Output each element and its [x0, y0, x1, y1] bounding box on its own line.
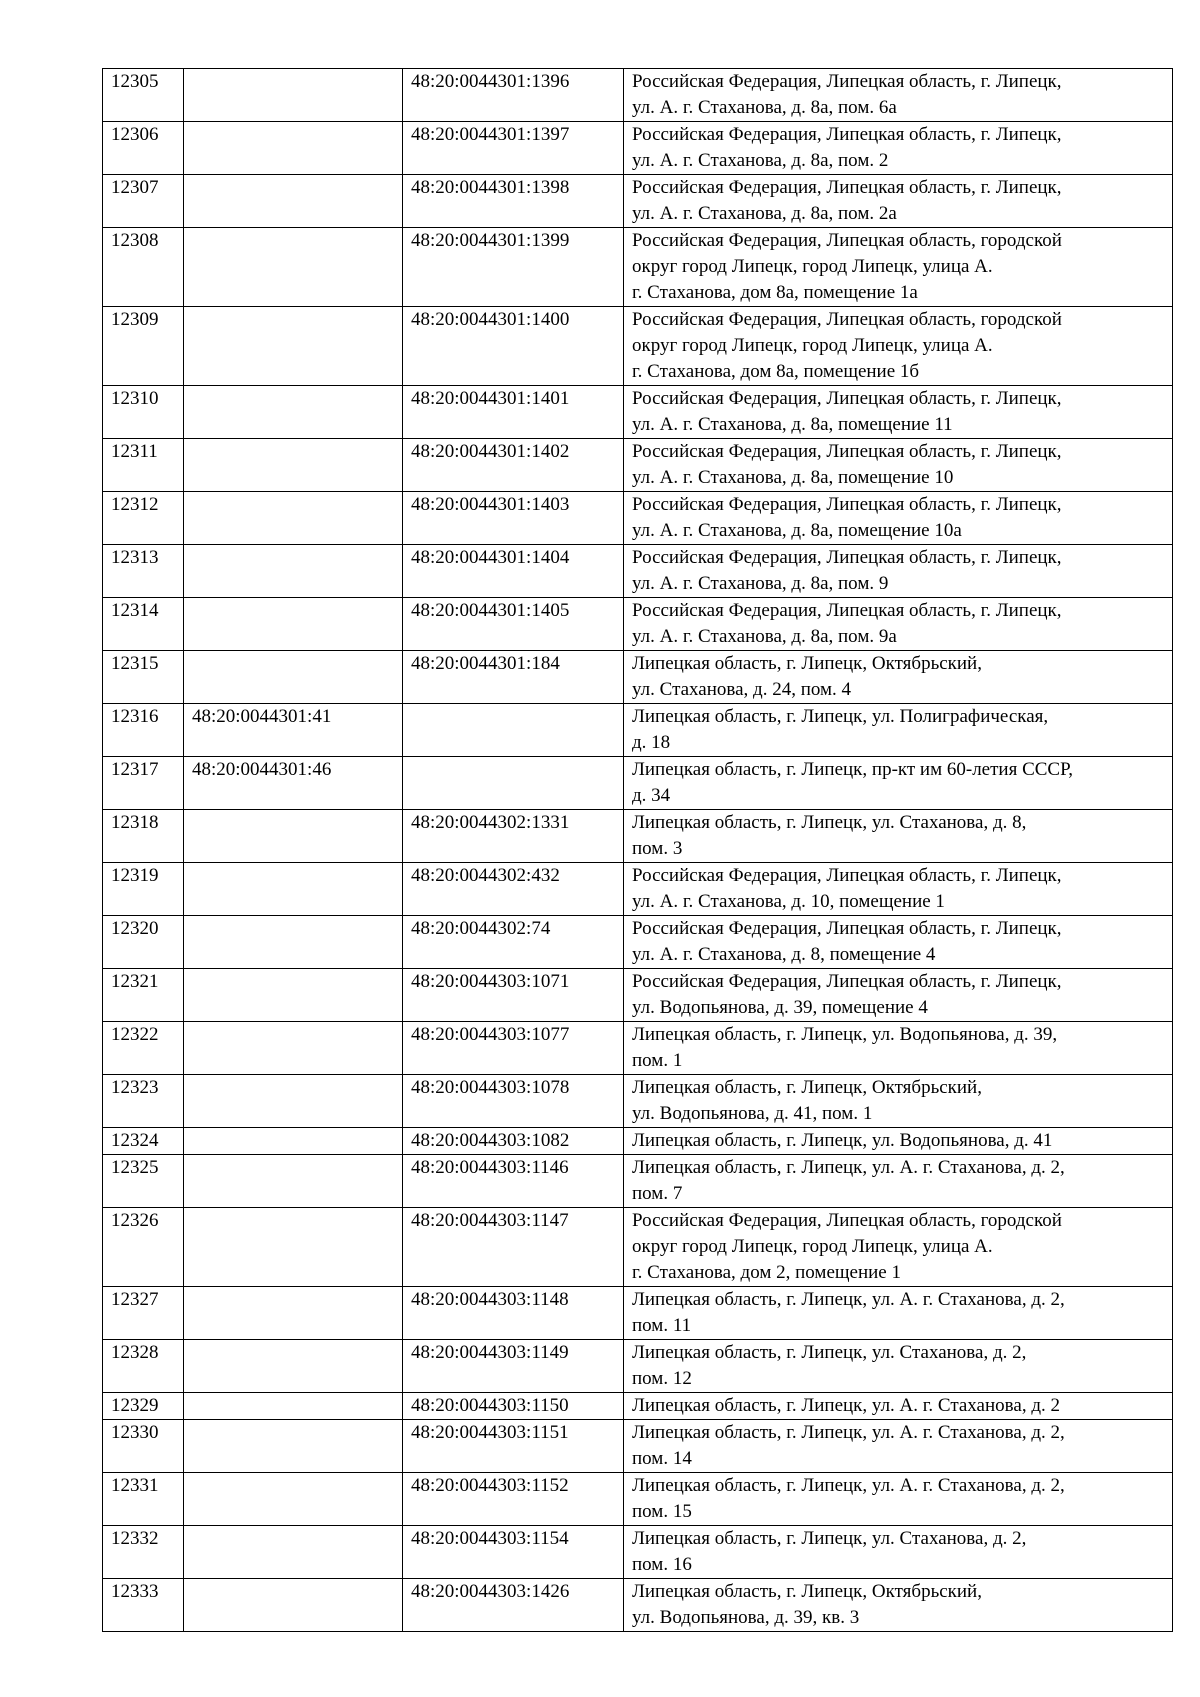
- object-number-cell: 48:20:0044301:1397: [403, 122, 624, 175]
- object-number-cell: 48:20:0044302:74: [403, 916, 624, 969]
- table-row: [103, 704, 1173, 757]
- object-number-cell: 48:20:0044301:1403: [403, 492, 624, 545]
- table-row: [103, 863, 1173, 916]
- row-number-cell: 12326: [103, 1208, 184, 1287]
- address-cell: Российская Федерация, Липецкая область, г. Липецк, ул. А. г. Стаханова, д. 8а, пом. 6а: [624, 69, 1173, 122]
- table-row: [103, 386, 1173, 439]
- parcel-number-cell: [184, 386, 403, 439]
- address-cell: Российская Федерация, Липецкая область, г. Липецк, ул. А. г. Стаханова, д. 8, помещение 4: [624, 916, 1173, 969]
- table-row: [103, 1579, 1173, 1632]
- object-number-cell: 48:20:0044303:1150: [403, 1393, 624, 1420]
- address-cell: Российская Федерация, Липецкая область, г. Липецк, ул. А. г. Стаханова, д. 8а, помещение 10: [624, 439, 1173, 492]
- table-row: [103, 307, 1173, 386]
- parcel-number-cell: [184, 1287, 403, 1340]
- row-number-cell: 12331: [103, 1473, 184, 1526]
- row-number-cell: 12318: [103, 810, 184, 863]
- row-number-cell: 12320: [103, 916, 184, 969]
- parcel-number-cell: [184, 492, 403, 545]
- address-cell: Российская Федерация, Липецкая область, городской округ город Липецк, город Липецк, улица А. г. Стаханова, дом 2, помещение 1: [624, 1208, 1173, 1287]
- address-cell: Российская Федерация, Липецкая область, городской округ город Липецк, город Липецк, улица А. г. Стаханова, дом 8а, помещение 1б: [624, 307, 1173, 386]
- object-number-cell: 48:20:0044303:1077: [403, 1022, 624, 1075]
- address-cell: Российская Федерация, Липецкая область, г. Липецк, ул. А. г. Стаханова, д. 8а, пом. 9а: [624, 598, 1173, 651]
- table-row: [103, 1526, 1173, 1579]
- parcel-number-cell: [184, 1128, 403, 1155]
- parcel-number-cell: [184, 916, 403, 969]
- parcel-number-cell: [184, 1526, 403, 1579]
- table-row: [103, 1128, 1173, 1155]
- address-cell: Российская Федерация, Липецкая область, г. Липецк, ул. А. г. Стаханова, д. 8а, пом. 2а: [624, 175, 1173, 228]
- object-number-cell: 48:20:0044303:1146: [403, 1155, 624, 1208]
- row-number-cell: 12325: [103, 1155, 184, 1208]
- object-number-cell: [403, 704, 624, 757]
- address-cell: Липецкая область, г. Липецк, ул. Стаханова, д. 2, пом. 16: [624, 1526, 1173, 1579]
- address-cell: Липецкая область, г. Липецк, ул. Стаханова, д. 2, пом. 12: [624, 1340, 1173, 1393]
- object-number-cell: 48:20:0044301:1400: [403, 307, 624, 386]
- parcel-number-cell: [184, 69, 403, 122]
- row-number-cell: 12316: [103, 704, 184, 757]
- parcel-number-cell: [184, 228, 403, 307]
- row-number-cell: 12308: [103, 228, 184, 307]
- object-number-cell: 48:20:0044301:1396: [403, 69, 624, 122]
- object-number-cell: 48:20:0044303:1082: [403, 1128, 624, 1155]
- parcel-number-cell: [184, 1075, 403, 1128]
- row-number-cell: 12321: [103, 969, 184, 1022]
- address-cell: Липецкая область, г. Липецк, Октябрьский, ул. Стаханова, д. 24, пом. 4: [624, 651, 1173, 704]
- row-number-cell: 12317: [103, 757, 184, 810]
- table-row: [103, 1208, 1173, 1287]
- row-number-cell: 12323: [103, 1075, 184, 1128]
- row-number-cell: 12306: [103, 122, 184, 175]
- address-cell: Российская Федерация, Липецкая область, городской округ город Липецк, город Липецк, улица А. г. Стаханова, дом 8а, помещение 1а: [624, 228, 1173, 307]
- address-cell: Липецкая область, г. Липецк, ул. Полиграфическая, д. 18: [624, 704, 1173, 757]
- address-cell: Российская Федерация, Липецкая область, г. Липецк, ул. Водопьянова, д. 39, помещение 4: [624, 969, 1173, 1022]
- parcel-number-cell: [184, 1022, 403, 1075]
- table-row: [103, 545, 1173, 598]
- parcel-number-cell: [184, 1579, 403, 1632]
- table-row: [103, 492, 1173, 545]
- object-number-cell: 48:20:0044303:1148: [403, 1287, 624, 1340]
- address-cell: Российская Федерация, Липецкая область, г. Липецк, ул. А. г. Стаханова, д. 8а, пом. 9: [624, 545, 1173, 598]
- object-number-cell: 48:20:0044303:1078: [403, 1075, 624, 1128]
- row-number-cell: 12310: [103, 386, 184, 439]
- table-row: [103, 916, 1173, 969]
- table-row: [103, 69, 1173, 122]
- parcel-number-cell: [184, 1420, 403, 1473]
- object-number-cell: 48:20:0044303:1426: [403, 1579, 624, 1632]
- parcel-number-cell: 48:20:0044301:46: [184, 757, 403, 810]
- object-number-cell: 48:20:0044303:1149: [403, 1340, 624, 1393]
- object-number-cell: 48:20:0044301:1401: [403, 386, 624, 439]
- address-cell: Липецкая область, г. Липецк, Октябрьский, ул. Водопьянова, д. 39, кв. 3: [624, 1579, 1173, 1632]
- table-row: [103, 1022, 1173, 1075]
- table-row: [103, 598, 1173, 651]
- object-number-cell: 48:20:0044301:1404: [403, 545, 624, 598]
- address-cell: Липецкая область, г. Липецк, ул. А. г. Стаханова, д. 2, пом. 11: [624, 1287, 1173, 1340]
- row-number-cell: 12330: [103, 1420, 184, 1473]
- object-number-cell: 48:20:0044303:1152: [403, 1473, 624, 1526]
- row-number-cell: 12307: [103, 175, 184, 228]
- row-number-cell: 12312: [103, 492, 184, 545]
- address-cell: Липецкая область, г. Липецк, ул. Водопьянова, д. 41: [624, 1128, 1173, 1155]
- parcel-number-cell: [184, 651, 403, 704]
- address-cell: Липецкая область, г. Липецк, ул. Водопьянова, д. 39, пом. 1: [624, 1022, 1173, 1075]
- row-number-cell: 12315: [103, 651, 184, 704]
- row-number-cell: 12319: [103, 863, 184, 916]
- address-cell: Российская Федерация, Липецкая область, г. Липецк, ул. А. г. Стаханова, д. 10, помещение 1: [624, 863, 1173, 916]
- parcel-number-cell: [184, 1393, 403, 1420]
- address-cell: Липецкая область, г. Липецк, ул. А. г. Стаханова, д. 2: [624, 1393, 1173, 1420]
- table-row: [103, 1287, 1173, 1340]
- parcel-number-cell: [184, 969, 403, 1022]
- parcel-number-cell: [184, 598, 403, 651]
- object-number-cell: 48:20:0044301:1402: [403, 439, 624, 492]
- address-cell: Липецкая область, г. Липецк, ул. А. г. Стаханова, д. 2, пом. 14: [624, 1420, 1173, 1473]
- row-number-cell: 12313: [103, 545, 184, 598]
- address-cell: Липецкая область, г. Липецк, ул. Стаханова, д. 8, пом. 3: [624, 810, 1173, 863]
- row-number-cell: 12305: [103, 69, 184, 122]
- object-number-cell: 48:20:0044303:1154: [403, 1526, 624, 1579]
- table-row: [103, 651, 1173, 704]
- table-row: [103, 122, 1173, 175]
- table-row: [103, 175, 1173, 228]
- address-cell: Российская Федерация, Липецкая область, г. Липецк, ул. А. г. Стаханова, д. 8а, помещение 10а: [624, 492, 1173, 545]
- object-number-cell: 48:20:0044303:1151: [403, 1420, 624, 1473]
- parcel-number-cell: [184, 439, 403, 492]
- address-cell: Липецкая область, г. Липецк, ул. А. г. Стаханова, д. 2, пом. 15: [624, 1473, 1173, 1526]
- table-row: [103, 1075, 1173, 1128]
- object-number-cell: 48:20:0044301:1405: [403, 598, 624, 651]
- document-page: [102, 68, 1172, 1632]
- registry-table-body: [103, 69, 1173, 1632]
- table-row: [103, 757, 1173, 810]
- row-number-cell: 12332: [103, 1526, 184, 1579]
- table-row: [103, 969, 1173, 1022]
- row-number-cell: 12328: [103, 1340, 184, 1393]
- parcel-number-cell: [184, 863, 403, 916]
- address-cell: Российская Федерация, Липецкая область, г. Липецк, ул. А. г. Стаханова, д. 8а, пом. 2: [624, 122, 1173, 175]
- object-number-cell: 48:20:0044301:184: [403, 651, 624, 704]
- parcel-number-cell: [184, 307, 403, 386]
- object-number-cell: 48:20:0044302:432: [403, 863, 624, 916]
- parcel-number-cell: [184, 1208, 403, 1287]
- parcel-number-cell: [184, 1340, 403, 1393]
- parcel-number-cell: [184, 1473, 403, 1526]
- object-number-cell: 48:20:0044303:1071: [403, 969, 624, 1022]
- address-cell: Липецкая область, г. Липецк, Октябрьский, ул. Водопьянова, д. 41, пом. 1: [624, 1075, 1173, 1128]
- row-number-cell: 12324: [103, 1128, 184, 1155]
- registry-table: [102, 68, 1173, 1632]
- table-row: [103, 228, 1173, 307]
- address-cell: Липецкая область, г. Липецк, пр-кт им 60-летия СССР, д. 34: [624, 757, 1173, 810]
- table-row: [103, 810, 1173, 863]
- parcel-number-cell: [184, 175, 403, 228]
- object-number-cell: 48:20:0044301:1398: [403, 175, 624, 228]
- row-number-cell: 12309: [103, 307, 184, 386]
- row-number-cell: 12314: [103, 598, 184, 651]
- table-row: [103, 439, 1173, 492]
- parcel-number-cell: 48:20:0044301:41: [184, 704, 403, 757]
- row-number-cell: 12329: [103, 1393, 184, 1420]
- parcel-number-cell: [184, 122, 403, 175]
- object-number-cell: 48:20:0044301:1399: [403, 228, 624, 307]
- table-row: [103, 1155, 1173, 1208]
- address-cell: Липецкая область, г. Липецк, ул. А. г. Стаханова, д. 2, пом. 7: [624, 1155, 1173, 1208]
- object-number-cell: [403, 757, 624, 810]
- object-number-cell: 48:20:0044303:1147: [403, 1208, 624, 1287]
- parcel-number-cell: [184, 810, 403, 863]
- object-number-cell: 48:20:0044302:1331: [403, 810, 624, 863]
- row-number-cell: 12322: [103, 1022, 184, 1075]
- row-number-cell: 12311: [103, 439, 184, 492]
- table-row: [103, 1420, 1173, 1473]
- table-row: [103, 1393, 1173, 1420]
- table-row: [103, 1340, 1173, 1393]
- table-row: [103, 1473, 1173, 1526]
- address-cell: Российская Федерация, Липецкая область, г. Липецк, ул. А. г. Стаханова, д. 8а, помещение 11: [624, 386, 1173, 439]
- parcel-number-cell: [184, 1155, 403, 1208]
- parcel-number-cell: [184, 545, 403, 598]
- row-number-cell: 12327: [103, 1287, 184, 1340]
- row-number-cell: 12333: [103, 1579, 184, 1632]
